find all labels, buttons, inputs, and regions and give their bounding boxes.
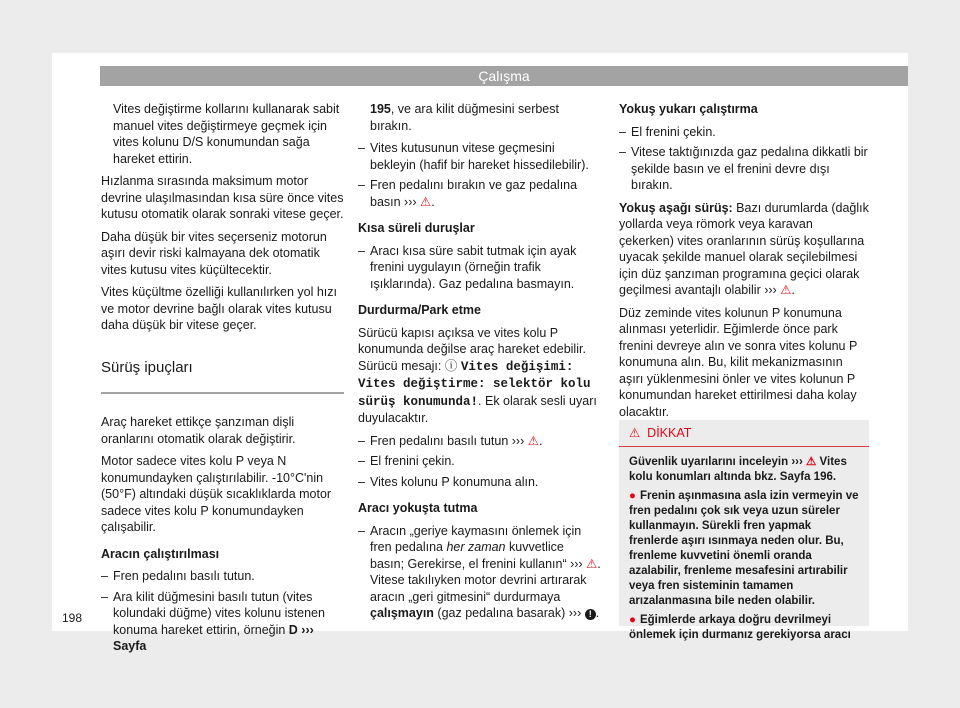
paragraph-text: . Ek olarak sesli uyarı duyulacaktır.	[358, 393, 597, 425]
paragraph	[358, 101, 601, 134]
list-item: – Fren pedalını basılı tutun.	[101, 568, 344, 585]
subheading: Aracı yokuşta tutma	[358, 501, 478, 515]
paragraph-text: Bazı durumlarda (dağlık yollarda veya römork veya karavan çekerken) vites oranlarının sürüş koşullarına uyacak şekilde manuel olarak seçilebilmesi için düz şanzıman programına geçici olarak geçilmesi avantajlı olabilir ›››	[619, 200, 869, 297]
section-divider	[101, 392, 344, 394]
list-item-text: Fren pedalını basılı tutun ›››	[370, 433, 525, 448]
step-list	[358, 140, 601, 210]
warning-triangle-icon[interactable]: ⚠	[420, 194, 432, 209]
list-item-text: (gaz pedalına basarak) ›››	[433, 606, 582, 620]
paragraph: Hızlanma sırasında maksimum motor devrine ulaşılmasından kısa süre önce vites kutusu otomatik olarak sonraki vitese geçer.	[101, 174, 344, 221]
paragraph: Vites küçültme özelliği kullanılırken yol hızı ve motor devrine bağlı olarak vites kutusu daha düşük bir vitese geçer.	[101, 285, 337, 332]
warning-box-header	[619, 420, 869, 447]
bold-text: Yokuş aşağı sürüş:	[619, 200, 733, 215]
subheading: Yokuş yukarı çalıştırma	[619, 102, 758, 116]
page-number-ref[interactable]: 195	[370, 102, 391, 116]
list-item: – Fren pedalını bırakın ve gaz pedalına basın ››› ⚠.	[358, 177, 601, 210]
paragraph: Motor sadece vites kolu P veya N konumundayken çalıştırılabilir. -10°C'nin (50°F) altındaki düşük sıcaklıklarda motor sadece vites kolu P konumundayken çalışabilir.	[101, 454, 332, 534]
stop-icon[interactable]: !	[585, 609, 596, 620]
driver-message: Vites değişimi: Vites değiştirme: selektör kolu sürüş konumunda!	[358, 359, 591, 409]
warning-intro	[629, 455, 859, 485]
manual-page	[52, 53, 908, 653]
list-item-text: . Vitese takılıyken motor devrini artırarak aracın „geri gitmesini“ durdurmaya	[370, 556, 601, 604]
page-header: Çalışma	[100, 66, 908, 86]
list-item: – El frenini çekin.	[619, 124, 869, 141]
column-3	[619, 101, 869, 426]
warning-box-body	[619, 447, 869, 655]
warning-box	[619, 420, 869, 641]
list-item-text: Aracın „geriye kaymasını önlemek için fren pedalına	[370, 523, 582, 554]
paragraph: Yokuş aşağı sürüş: Bazı durumlarda (dağlık yollarda veya römork veya karavan çekerken) vites oranlarının sürüş koşullarına uyacak şekilde manuel olarak seçilebilmesi için düz şanzıman programına geçici olarak geçilmesi avantajlı olabilir ››› ⚠.	[619, 200, 869, 297]
paragraph	[358, 325, 601, 427]
list-item-text: Ara kilit düğmesini basılı tutun (vites kolundaki düğme) vites kolunu istenen konuma hareket ettirin, örneğin	[113, 589, 325, 637]
paragraph: Daha düşük bir vites seçerseniz motorun aşırı devir riski kalmayana dek otomatik vites kutusu vites küçültecektir.	[101, 229, 327, 277]
warning-triangle-icon[interactable]: ⚠	[780, 283, 792, 297]
subheading: Kısa süreli duruşlar	[358, 221, 475, 235]
bullet-icon: ●	[629, 490, 636, 502]
warning-triangle-icon[interactable]: ⚠	[586, 556, 598, 571]
list-item: – Vites kolunu P konumuna alın.	[358, 474, 601, 491]
list-item: – Vites kutusunun vitese geçmesini bekleyin (hafif bir hareket hissedilebilir).	[358, 140, 601, 173]
list-item: – Fren pedalını basılı tutun ››› ⚠.	[358, 433, 601, 450]
warning-intro-text: Güvenlik uyarılarını inceleyin ›››	[629, 456, 803, 468]
list-item-text: Fren pedalını bırakın ve gaz pedalına basın ›››	[370, 178, 578, 209]
info-icon: ⓘ	[444, 358, 458, 373]
warning-box-title: DİKKAT	[647, 426, 692, 440]
page-reference-link[interactable]: D ››› Sayfa	[113, 622, 314, 653]
list-item: – Vitese taktığınızda gaz pedalına dikkatli bir şekilde basın ve el frenini devre dışı bırakın.	[619, 144, 869, 194]
list-item	[101, 589, 344, 655]
page-number: 198	[62, 611, 83, 625]
warning-bullet	[629, 489, 859, 609]
warning-bullet-text: Eğimlerde arkaya doğru devrilmeyi önlemek için durmanız gerekiyorsa aracı	[629, 614, 851, 641]
step-list	[358, 523, 601, 622]
section-title: Sürüş ipuçları	[101, 358, 193, 376]
warning-bullet-text: Frenin aşınmasına asla izin vermeyin ve fren pedalını çok sık veya uzun süreler kullanmayın. Sürekli fren yapmak frenlerde aşırı ısınmaya neden olur. Bu, frenleme kuvvetini önemli oranda azalabilir, frenleme mesafesini artırabilir veya fren sisteminin tamamen arızalanmasına bile neden olabilir.	[629, 490, 859, 607]
subheading: Durdurma/Park etme	[358, 303, 481, 317]
step-list	[101, 568, 344, 655]
column-2	[358, 101, 601, 628]
paragraph: Araç hareket ettikçe şanzıman dişli oranlarını otomatik olarak değiştirir.	[101, 415, 296, 446]
warning-intro-text: Vites kolu konumları altında bkz. Sayfa 196.	[629, 456, 847, 483]
list-item-text: kuvvetlice basın; Gerekirse, el frenini kullanın“ ›››	[370, 540, 583, 571]
warning-triangle-icon: ⚠	[629, 426, 641, 440]
step-list	[619, 124, 869, 194]
bullet-icon: ●	[629, 614, 636, 626]
step-list	[358, 243, 601, 293]
paragraph: Vites değiştirme kollarını kullanarak sabit manuel vites değiştirmeye geçmek için vites kolunu D/S konumundan sağa hareket ettirin.	[113, 102, 340, 166]
paragraph-text: Sürücü kapısı açıksa ve vites kolu P konumunda değilse araç hareket edebilir. Sürücü mesajı:	[358, 325, 586, 373]
list-item: – Aracın „geriye kaymasını önlemek için fren pedalına her zaman kuvvetlice basın; Gerekirse, el frenini kullanın“ ››› ⚠. Vitese takılıyken motor devrini artırarak aracın „geri gitmesini“ durdurmaya çalışmayın (gaz pedalına basarak) ››› ! .	[358, 523, 601, 622]
paragraph-text: , ve ara kilit düğmesini serbest bırakın.	[370, 102, 559, 133]
step-list	[358, 433, 601, 491]
bold-text: çalışmayın	[370, 606, 434, 620]
warning-bullet	[629, 613, 859, 643]
column-1	[101, 101, 344, 661]
list-item: – Aracı kısa süre sabit tutmak için ayak frenini uygulayın (örneğin trafik ışıklarında). Gaz pedalına basmayın.	[358, 243, 601, 293]
list-item: – El frenini çekin.	[358, 453, 601, 470]
warning-triangle-icon[interactable]: ⚠	[806, 456, 817, 468]
subheading: Aracın çalıştırılması	[101, 546, 220, 561]
emphasis: her zaman	[446, 540, 506, 554]
warning-triangle-icon[interactable]: ⚠	[527, 433, 539, 448]
paragraph: Düz zeminde vites kolunun P konumuna alınması yeterlidir. Eğimlerde önce park frenini devreye alın ve sonra vites kolunu P konumuna alın. Bu, kilit mekanizmasının aşırı yüklenmesini önler ve vites kolunun P konumundan hareket ettirilmesi daha kolay olacaktır.	[619, 305, 858, 419]
